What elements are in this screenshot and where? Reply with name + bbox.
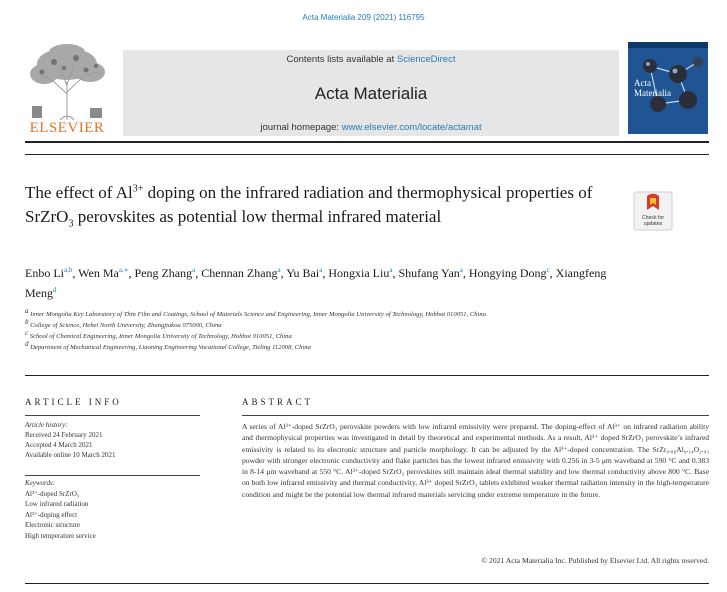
check-updates-line1: Check for: [641, 215, 665, 221]
history-label: Article history:: [25, 421, 68, 429]
keyword-item: Al³⁺-doping effect: [25, 510, 78, 519]
author-affiliation-marker[interactable]: a: [192, 266, 196, 274]
author-name[interactable]: Hongxia Liu: [328, 266, 390, 280]
elsevier-tree-icon: [24, 42, 110, 122]
sciencedirect-link[interactable]: ScienceDirect: [396, 54, 456, 65]
author-name[interactable]: Wen Ma: [78, 266, 119, 280]
author-affiliation-marker[interactable]: a: [319, 266, 323, 274]
title-divider: [25, 154, 709, 155]
keyword-item: Al³⁺-doped SrZrO₃: [25, 489, 80, 498]
homepage-prefix: journal homepage:: [260, 122, 342, 133]
header-divider: [25, 141, 709, 143]
affiliations: [25, 306, 705, 353]
author[interactable]: [78, 266, 128, 280]
author-affiliation-marker[interactable]: c: [546, 266, 550, 274]
author-affiliation-marker[interactable]: a: [277, 266, 281, 274]
affiliation-mark: a: [25, 306, 29, 315]
affiliation-text: School of Chemical Engineering, Inner Mongolia University of Technology, Hohhot 010051, China: [29, 333, 292, 340]
affiliation-mark: c: [25, 328, 29, 337]
keyword-item: Electronic structure: [25, 521, 81, 530]
author-affiliation-marker[interactable]: a: [459, 266, 463, 274]
affiliation-text: Inner Mongolia Key Laboratory of Thin Film and Coatings, School of Materials Science and Engineering, Inner Mongolia University of Technology, Hohhot 010051, China: [30, 311, 486, 318]
check-for-updates-badge[interactable]: [633, 191, 673, 231]
homepage-line: [123, 122, 619, 133]
cover-title-line2: Materialia: [634, 88, 671, 98]
author-affiliation-marker[interactable]: a: [389, 266, 393, 274]
title-part-1: The effect of Al: [25, 183, 133, 202]
author[interactable]: [201, 266, 280, 280]
article-title: [25, 181, 625, 236]
contents-prefix: Contents lists available at: [286, 54, 397, 65]
affiliation-mark: d: [25, 339, 29, 348]
keyword-item: High temperature service: [25, 531, 96, 540]
check-updates-line2: updates: [643, 221, 663, 227]
title-part-3: perovskites as potential low thermal infrared material: [73, 207, 442, 226]
author-name[interactable]: Enbo Li: [25, 266, 64, 280]
title-subscript: 3: [68, 218, 74, 230]
affiliation-mark: b: [25, 317, 29, 326]
author[interactable]: [328, 266, 392, 280]
check-updates-icon: [633, 191, 673, 231]
affiliation-text: Department of Mechanical Engineering, Liaoning Engineering Vocational College, Tieling 112008, China: [30, 344, 311, 351]
author-name[interactable]: Xiangfeng Meng: [25, 266, 607, 300]
author[interactable]: [469, 266, 550, 280]
abstract-text: A series of Al³⁺-doped SrZrO₃ perovskite powders with low infrared emissivity were prepared. The doping-effect of Al³⁺ on infrared radiation ability and thermophysical properties was investigated in detail by theoretical and experimental methods. As a result, Al³⁺ doped SrZrO₃ perovskite’s infrared emissivity is related to its electronic structure and particle morphology. It can be adjusted by the Al³⁺-doped concentration. The SrZr₀.₈₆Al₀.₁₄O₂.₉₃ powder with stronger electronic conductivity and flake particles has the lowest infrared emissivity with 0.256 in 3-5 μm waveband at 590 °C and 0.383 in 8-14 μm waveband at 550 °C. Al³⁺-doped SrZrO₃ perovskites still maintain ideal thermal stability and low thermal conductivity above 800 °C. Base on both low infrared emissivity and thermal conductivity, Al³⁺ doped SrZrO₃ tablets exhibited weaker thermal radiation intensity in the high-temperature condition and might be the potential low thermal infrared materials servicing under extreme temperature in the future.: [242, 422, 709, 499]
abstract-divider: [242, 415, 709, 416]
author[interactable]: [398, 266, 462, 280]
author-affiliation-marker[interactable]: d: [53, 286, 57, 294]
author-name[interactable]: Hongying Dong: [468, 266, 547, 280]
contents-line: [123, 54, 619, 65]
author[interactable]: [286, 266, 322, 280]
affiliation-item: [25, 328, 705, 342]
author-name[interactable]: Chennan Zhang: [201, 266, 278, 280]
cover-title-line1: Acta: [634, 78, 651, 88]
author-affiliation-marker[interactable]: a,∗: [118, 266, 129, 274]
author-list: Enbo Li$^{a,b}$, Wen Ma$^{a,∗}$, Peng Zhang$^a$, Chennan Zhang$^a$, Yu Bai$^a$, Hongxia Liu$^a$, Shufang Yan$^a$, Hongying Dong$^c$, Xiangfeng Meng$^d$: [25, 266, 607, 300]
affiliation-item: [25, 317, 705, 331]
title-superscript: 3+: [132, 183, 144, 195]
affiliation-item: [25, 306, 705, 320]
author-affiliation-marker[interactable]: a,b: [64, 266, 73, 274]
history-item: Received 24 February 2021: [25, 431, 103, 439]
copyright-notice: © 2021 Acta Materialia Inc. Published by Elsevier Ltd. All rights reserved.: [481, 556, 709, 565]
history-item: Available online 10 March 2021: [25, 451, 116, 459]
keywords-divider: [25, 475, 200, 476]
keyword-item: Low infrared radiation: [25, 500, 89, 509]
keywords-label: Keywords:: [25, 479, 56, 487]
article-info-divider: [25, 415, 200, 416]
journal-header: [123, 50, 619, 136]
author[interactable]: [25, 266, 72, 280]
affiliation-divider: [25, 375, 709, 376]
bottom-divider: [25, 583, 709, 584]
author-name[interactable]: Peng Zhang: [134, 266, 193, 280]
affiliation-text: College of Science, Hebei North University, Zhangjiakou 075000, China: [30, 322, 222, 329]
title-part-2: doping on the infrared radiation and thermophysical properties of SrZrO: [25, 183, 593, 226]
journal-citation[interactable]: Acta Materialia 209 (2021) 116795: [302, 13, 425, 22]
cover-image: [628, 42, 708, 134]
elsevier-wordmark: ELSEVIER: [29, 120, 105, 136]
author[interactable]: [134, 266, 195, 280]
article-history: [25, 420, 203, 460]
abstract-heading: ABSTRACT: [242, 397, 314, 407]
author-name[interactable]: Yu Bai: [286, 266, 320, 280]
journal-cover[interactable]: [628, 42, 708, 134]
keywords: [25, 478, 203, 542]
history-item: Accepted 4 March 2021: [25, 441, 93, 449]
journal-name: Acta Materialia: [314, 84, 428, 103]
article-info-heading: ARTICLE INFO: [25, 397, 122, 407]
affiliation-item: [25, 339, 705, 353]
journal-homepage-link[interactable]: www.elsevier.com/locate/actamat: [341, 122, 482, 133]
author-name[interactable]: Shufang Yan: [398, 266, 460, 280]
